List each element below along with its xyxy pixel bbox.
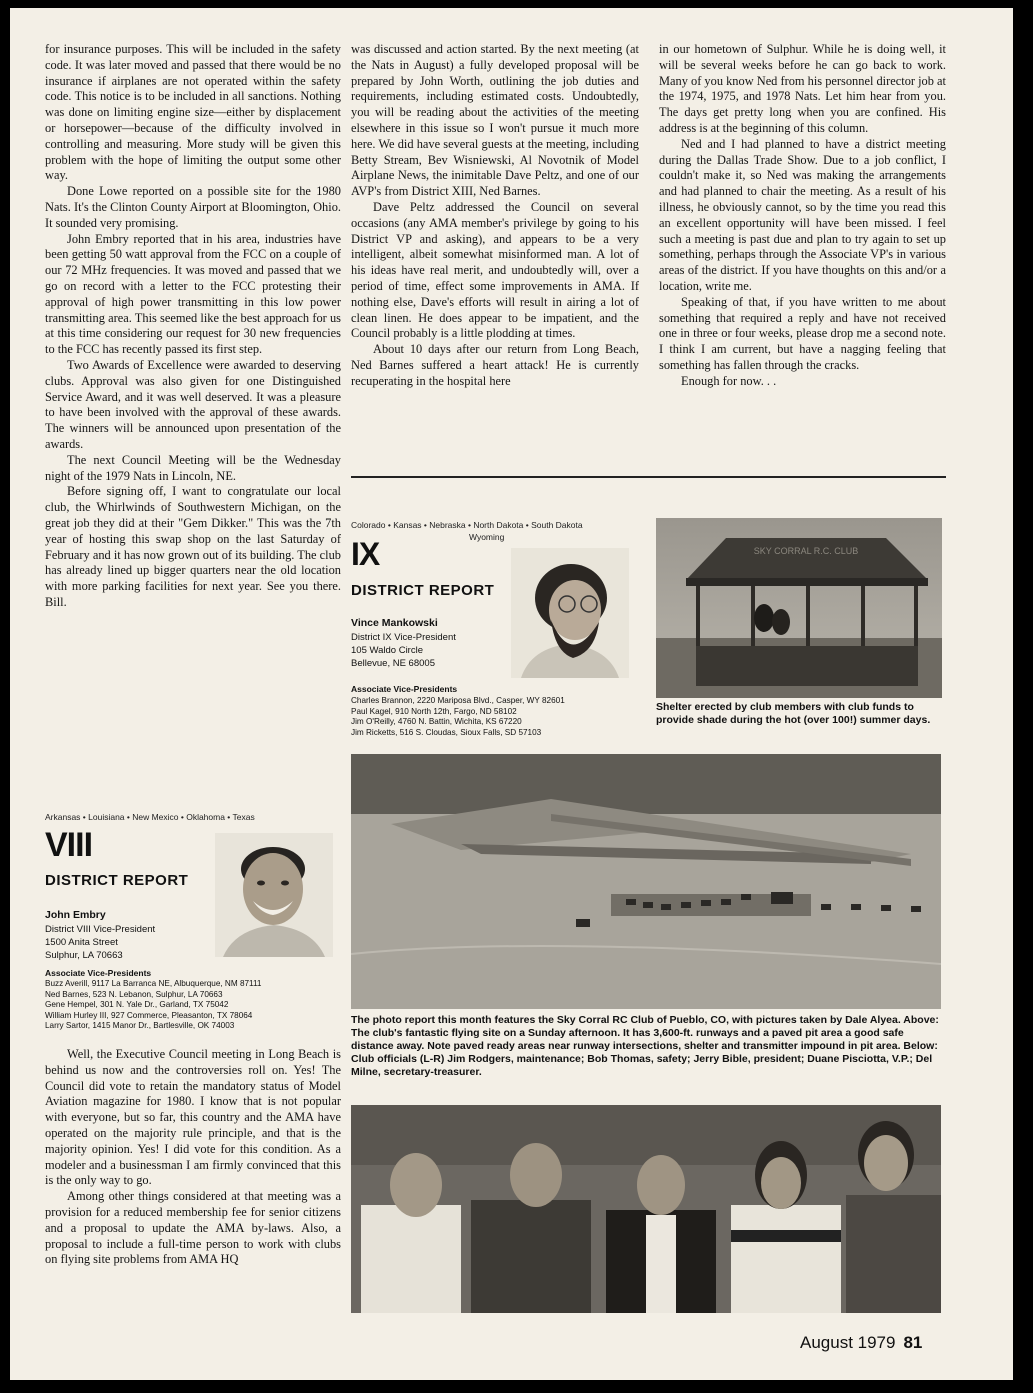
vince-mankowski-photo [511, 548, 629, 678]
shelter-sign-text: SKY CORRAL R.C. CLUB [753, 546, 859, 556]
district-ix-vp-name: Vince Mankowski [351, 617, 438, 629]
shelter-caption: Shelter erected by club members with club funds to provide shade during the hot (over 100!) summer days. [656, 701, 931, 726]
district-ix-avp-list [351, 696, 641, 738]
avp-entry: Ned Barnes, 523 N. Lebanon, Sulphur, LA 70663 [45, 989, 223, 999]
avp-entry: Gene Hempel, 301 N. Yale Dr., Garland, TX 75042 [45, 1000, 229, 1010]
district-viii-numeral: VIII [45, 826, 93, 864]
district-viii-avp-list [45, 979, 345, 1032]
paragraph: Dave Peltz addressed the Council on several occasions (any AMA member's privilege by going to his District VP and asking), and appears to be a very intelligent, albeit somewhat misinformed man. A lot of his ideas have real merit, and undoubtedly will, over a period of time, effect some improvements in AMA. If nothing else, Dave's efforts will result in airing a lot of clean linen. He does appear to be impatient, and the Council probably is a little plodding at times. [351, 199, 639, 341]
article-column-2 [351, 42, 639, 390]
district-ix-avp-title: Associate Vice-Presidents [351, 684, 458, 694]
issue-date: August 1979 [800, 1333, 896, 1352]
avp-entry: Charles Brannon, 2220 Mariposa Blvd., Casper, WY 82601 [351, 696, 565, 705]
district-viii-address-2: Sulphur, LA 70663 [45, 950, 123, 961]
shelter-photo [656, 518, 942, 698]
avp-entry: Larry Sartor, 1415 Manor Dr., Bartlesville, OK 74003 [45, 1021, 235, 1031]
article-column-3 [659, 42, 946, 390]
district-ix-address-2: Bellevue, NE 68005 [351, 658, 435, 669]
paragraph: About 10 days after our return from Long Beach, Ned Barnes suffered a heart attack! He is currently recuperating in the hospital here [351, 342, 639, 388]
district-ix-numeral: IX [351, 536, 380, 572]
paragraph: Speaking of that, if you have written to me about something that required a reply and have not received one in three or four weeks, please drop me a second note. I think I am current, but have a nagging feeling that something has fallen through the cracks. [659, 294, 946, 372]
aerial-flying-site-photo [351, 754, 941, 1009]
avp-entry: Paul Kagel, 910 North 12th, Fargo, ND 58102 [351, 706, 517, 716]
paragraph: Done Lowe reported on a possible site for the 1980 Nats. It's the Clinton County Airport at Bloomington, Ohio. It sounded very promising. [45, 184, 341, 230]
avp-entry: Buzz Averill, 9117 La Barranca NE, Albuquerque, NM 87111 [45, 979, 262, 988]
paragraph: Well, the Executive Council meeting in Long Beach is behind us now and the controversies roll on. Yes! The Council did vote to retain the mandatory status of Model Aviation magazine for 1980. I know that is not popular with everyone, but so far, this country and the AMA have operated on the majority rule principle, and that is the majority opinion. Yes! I did vote for this condition. As a modeler and a businessman I am firmly convinced that this is the only way to go. [45, 1047, 341, 1188]
paragraph: Before signing off, I want to congratulate our local club, the Whirlwinds of Southwestern Michigan, on the great job they did at their "Gem Dikker." This was the 7th year of hosting this swap shop on the last Saturday of February and it has now grown out of its building. The club has already lined up bigger quarters near the old location with more parking facilities for next year. See you there. Bill. [45, 484, 341, 609]
district-viii-label: DISTRICT REPORT [45, 872, 189, 889]
page-footer [800, 1333, 922, 1353]
paragraph: in our hometown of Sulphur. While he is doing well, it will be several weeks before he can go back to work. Many of you know Ned from his personnel director job at the 1974, 1975, and 1978 Nats. Let him hear from you. The days get pretty long when you are confined. His address is at the beginning of this column. [659, 42, 946, 135]
page-number: 81 [903, 1333, 923, 1352]
paragraph: Among other things considered at that meeting was a provision for a reduced membership fee for senior citizens and a proposal to update the AMA by-laws. Also, a proposal to include a full-time person to work with clubs on flying site problems from AMA HQ [45, 1189, 341, 1267]
paragraph: for insurance purposes. This will be included in the safety code. It was later moved and passed that there would be no insurance if airplanes are not operated within the safety code. This notice is to be included in all sanctions. Nothing was done on limiting engine size—either by displacement or horsepower—because of the difficulty involved in controlling and measuring. More study will be given this problem with the hope of limiting the output some other way. [45, 42, 341, 183]
magazine-page [10, 8, 1013, 1380]
district-viii-avp-title: Associate Vice-Presidents [45, 968, 152, 978]
district-viii-vp-name: John Embry [45, 909, 106, 921]
district-viii-header [45, 808, 345, 1043]
district-viii-states: Arkansas • Louisiana • New Mexico • Oklahoma • Texas [45, 812, 255, 822]
district-ix-header [351, 518, 641, 748]
district-ix-states: Colorado • Kansas • Nebraska • North Dakota • South Dakota [351, 520, 583, 530]
district-ix-label: DISTRICT REPORT [351, 582, 495, 599]
district-viii-address-1: 1500 Anita Street [45, 937, 118, 948]
paragraph: Ned and I had planned to have a district meeting during the Dallas Trade Show. Due to a job conflict, I couldn't make it, so Ned was making the arrangements and had planned to chair the meeting. As a result of his illness, he obviously cannot, so by the time you read this an excellent opportunity will have been missed. I feel such a meeting is past due and plan to try again to set up something, perhaps through the Associate VP's in various areas of the district. If you have thoughts on this and/or a location, write me. [659, 136, 946, 293]
article-column-4 [45, 1047, 341, 1268]
district-viii-vp-title: District VIII Vice-President [45, 924, 156, 935]
avp-entry: Jim Ricketts, 516 S. Cloudas, Sioux Falls, SD 57103 [351, 727, 542, 737]
aerial-caption: The photo report this month features the Sky Corral RC Club of Pueblo, CO, with pictures taken by Dale Alyea. Above: The club's fantastic flying site on a Sunday afternoon. It has 3,600-ft. runways and a paved pit area a good safe distance away. Note paved ready areas near runway intersections, shelter and transmitter impound in pit area. Below: Club officials (L-R) Jim Rodgers, maintenance; Bob Thomas, safety; Jerry Bible, president; Duane Pisciotta, V.P.; Del Milne, secretary-treasurer. [351, 1014, 939, 1078]
section-divider [351, 476, 946, 478]
john-embry-photo [215, 833, 333, 957]
district-ix-vp-title: District IX Vice-President [351, 632, 456, 643]
paragraph: John Embry reported that in his area, industries have been getting 50 watt approval from the FCC on a couple of our 72 MHz frequencies. It was moved and passed that we go on record with a letter to the FCC protesting their approval of high power transmitting in this low power transmitting area. This seemed like the best approach for us at this time considering our request for 30 new frequencies to the FCC has recently passed its first step. [45, 231, 341, 357]
avp-entry: William Hurley III, 927 Commerce, Pleasanton, TX 78064 [45, 1010, 253, 1020]
district-ix-address-1: 105 Waldo Circle [351, 645, 423, 656]
paragraph: The next Council Meeting will be the Wednesday night of the 1979 Nats in Lincoln, NE. [45, 452, 341, 483]
avp-entry: Jim O'Reilly, 4760 N. Battin, Wichita, KS 67220 [351, 717, 522, 727]
paragraph: Enough for now. . . [681, 373, 777, 388]
paragraph: was discussed and action started. By the next meeting (at the Nats in August) a fully developed proposal will be prepared by John Worth, outlining the job duties and requirements, including estimated costs. Undoubtedly, you will be reading about the activities of the meeting elsewhere in this issue so I won't pursue it much more here. We did have several guests at the meeting, including Betty Stream, Bev Wisniewski, Al Novotnik of Model Airplane News, the inimitable Dave Peltz, and one of our AVP's from District XIII, Ned Barnes. [351, 42, 639, 199]
district-ix-states-2: Wyoming [469, 532, 505, 542]
paragraph: Two Awards of Excellence were awarded to deserving clubs. Approval was also given for one Distinguished Service Award, and it was well deserved. It was a pleasure to have been involved with the approval of these awards. The winners will be announced upon presentation of the awards. [45, 357, 341, 451]
article-column-1 [45, 42, 341, 611]
club-officials-photo [351, 1105, 941, 1313]
